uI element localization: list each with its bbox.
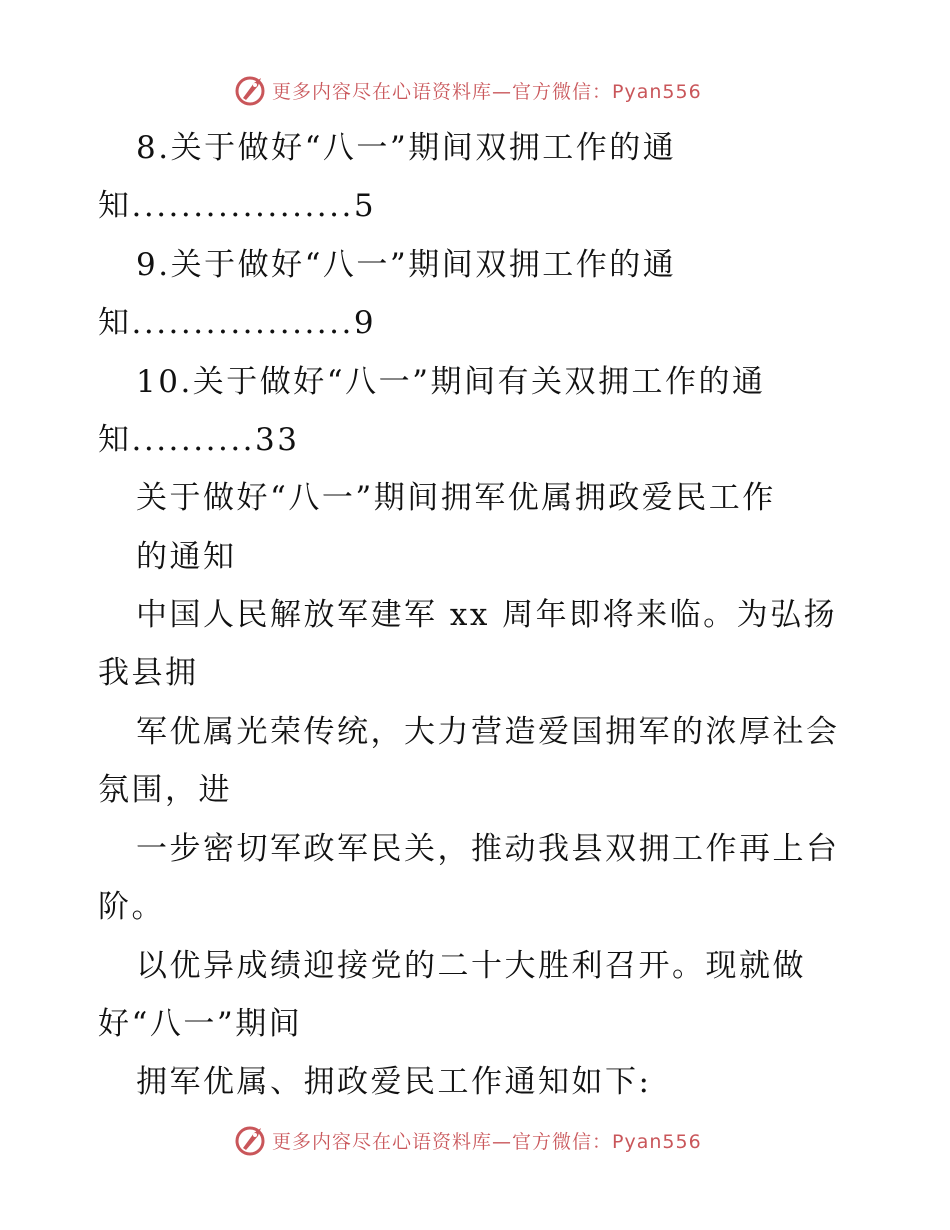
toc-entry-title: 10.关于做好“八一”期间有关双拥工作的通 [136,364,766,400]
toc-entry-title: 8.关于做好“八一”期间双拥工作的通 [136,130,677,166]
body-line: 中国人民解放军建军 xx 周年即将来临。为弘扬 [136,597,838,633]
document-title-continued: 的通知 [136,539,237,575]
pen-nib-logo-icon [234,73,268,107]
header-watermark [234,70,702,110]
toc-entry-title: 9.关于做好“八一”期间双拥工作的通 [136,247,677,283]
body-line: 军优属光荣传统，大力营造爱国拥军的浓厚社会 [136,714,840,750]
body-line-wrap: 我县拥 [98,655,199,691]
pen-nib-logo-icon [234,1123,268,1157]
toc-entry-page: 知..........33 [98,422,300,458]
toc-entry-page: 知..................5 [98,188,377,224]
watermark-text: 更多内容尽在心语资料库—官方微信：Pyan556 [272,1130,702,1153]
body-line: 拥军优属、拥政爱民工作通知如下: [136,1064,652,1100]
document-title: 关于做好“八一”期间拥军优属拥政爱民工作 [136,480,776,516]
watermark-text: 更多内容尽在心语资料库—官方微信：Pyan556 [272,80,702,103]
body-line: 以优异成绩迎接党的二十大胜利召开。现就做 [136,948,806,984]
footer-watermark [234,1120,702,1160]
body-line-wrap: 阶。 [98,889,165,925]
body-line: 一步密切军政军民关，推动我县双拥工作再上台 [136,831,840,867]
body-line-wrap: 氛围，进 [98,772,232,808]
body-line-wrap: 好“八一”期间 [98,1006,303,1042]
toc-entry-page: 知..................9 [98,305,377,341]
